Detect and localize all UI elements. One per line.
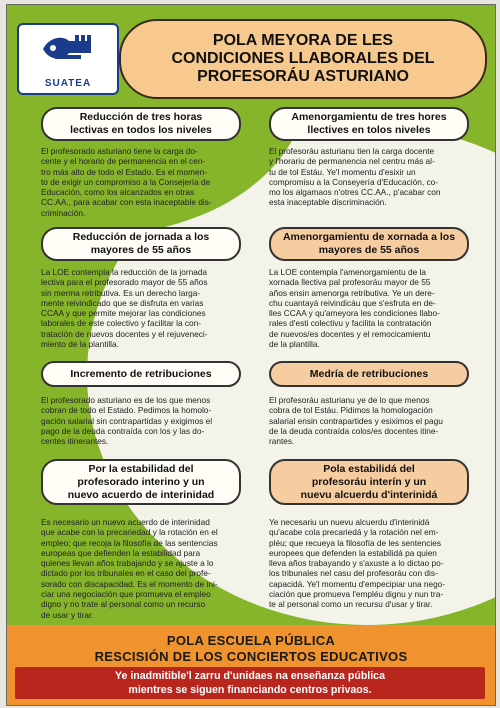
heading-line: Pola estabilidá del <box>323 462 415 475</box>
body-line: y l'horariu de permanencia nel centru más al- <box>269 156 435 167</box>
body-line: dictado por los tribunales en el caso del profe- <box>41 568 211 579</box>
body-line: esta inaceptable discriminación. <box>269 197 387 208</box>
heading-line: Medría de retribuciones <box>309 367 429 380</box>
section-heading-left <box>41 107 241 141</box>
page-title <box>119 19 487 99</box>
body-line: qu'acabe cola precariedá y la rotación nel em- <box>269 527 439 538</box>
body-line: miento de la plantilla. <box>41 339 119 350</box>
logo-text: SUATEA <box>44 78 92 89</box>
heading-line: mayores de 55 años <box>318 244 420 256</box>
body-line: tro más alto de todo el Estado. Es el momen- <box>41 166 208 177</box>
body-line: El profesoráu asturianu ye de lo que menos <box>269 395 430 405</box>
section-heading-right <box>269 361 469 387</box>
heading-line: nuevu alcuerdu d'interinidá <box>300 488 438 501</box>
footer-heading: POLA ESCUELA PÚBLICA <box>166 633 336 648</box>
heading-line: Reducción de jornada a los <box>72 231 210 243</box>
body-line: El profesorado asturiano tiene la carga do- <box>41 146 198 156</box>
body-line: lectiva para el profesorado mayor de 55 años <box>41 277 208 288</box>
body-line: de la plantilla. <box>269 339 320 350</box>
body-line: criminación. <box>41 207 86 218</box>
heading-line: Incremento de retribuciones <box>70 367 212 380</box>
body-line: cobra de tol Estáu. Pidimos la homologación <box>269 405 433 416</box>
heading-line: lectivas en todos los niveles <box>70 124 212 136</box>
body-line: ciación que promueva l'empléu dignu y nun tra- <box>269 589 444 600</box>
body-line: sorado con discapacidad. Es el momento de ini- <box>41 578 218 589</box>
body-line: La LOE contempla l'amenorgamientu de la <box>269 267 427 277</box>
body-line: lleva años trabayando y s'axuste a lo dictao po- <box>269 558 444 569</box>
body-line: empleo; que recoja la filosofía de las sentencias <box>41 537 218 548</box>
section-heading-left <box>41 361 241 387</box>
body-line: de usar y tirar. <box>41 609 94 620</box>
footer-banner-line: Ye inadmitible'l zarru d'unidaes na enseñanza pública <box>115 670 385 682</box>
body-line: CCAA y que permite mejorar las condiciones <box>41 308 206 319</box>
poster <box>6 4 496 706</box>
body-line: to de exigir un compromiso a la Consejería de <box>41 176 211 187</box>
body-line: La LOE contempla la reducción de la jornada <box>41 267 208 277</box>
body-line: centes itinerantes. <box>41 436 109 447</box>
body-line: tu de tol Estáu. Ye'l momentu d'esixir un <box>269 166 416 177</box>
title-line: POLA MEYORA DE LES <box>212 32 394 49</box>
section-heading-right <box>269 227 469 261</box>
section-heading-right <box>269 459 469 505</box>
title-line: PROFESORÁU ASTURIANO <box>197 68 409 85</box>
body-line: europees que defenden la estabilidá pa quien <box>269 547 437 558</box>
body-line: rales d'esti colectivu y facilita la contratación <box>269 318 432 329</box>
footer-banner-line: mientres se siguen financiando centros privaos. <box>128 684 372 696</box>
body-line: los tribunales nel casu del profesoráu con dis- <box>269 568 438 579</box>
heading-line: Amenorgamientu de tres hores <box>291 111 447 123</box>
body-line: gación salarial sin contrapartidas y exigimos el <box>41 415 213 426</box>
body-line: salarial ensin contrapartides y esiximos el pagu <box>269 415 443 426</box>
body-line: laborales de este colectivo y facilitar la con- <box>41 318 202 329</box>
body-line: digno y no trate al personal como un recurso <box>41 599 206 610</box>
body-line: pléu; que recueya la filosofía de les sentencies <box>269 537 442 548</box>
body-line: mo los algamaos n'otres CC.AA., p'acabar con <box>269 187 441 198</box>
section-heading-right <box>269 107 469 141</box>
body-line: europeas que defienden la estabilidad para <box>41 547 201 558</box>
body-line: ciar una negociación que promueva el empleo <box>41 589 211 600</box>
body-line: quienes llevan años trabajando y se ajuste a lo <box>41 558 214 569</box>
section-body-right <box>269 267 479 349</box>
heading-line: profesorado interino y un <box>77 475 205 488</box>
body-line: sin merma retributiva. Es un derecho larga- <box>41 287 201 298</box>
section-body-left <box>41 517 251 620</box>
body-line: mente reivindicado que se disfruta en varias <box>41 297 204 308</box>
footer-subheading: RESCISIÓN DE LOS CONCIERTOS EDUCATIVOS <box>94 649 408 664</box>
heading-line: mayores de 55 años <box>90 244 192 256</box>
heading-line: llectives en tolos niveles <box>307 124 431 136</box>
section-body-left <box>41 395 251 446</box>
body-line: El profesorado asturiano es de los que menos <box>41 395 211 405</box>
body-line: El profesoráu asturianu tien la carga docente <box>269 146 435 156</box>
body-line: CC.AA., para acabar con esta inaceptable dis- <box>41 197 212 208</box>
section-heading-left <box>41 459 241 505</box>
heading-line: Por la estabilidad del <box>88 462 194 475</box>
body-line: Es necesario un nuevo acuerdo de interinidad <box>41 517 210 527</box>
suatea-logo <box>17 23 119 95</box>
body-line: rantes. <box>269 436 295 447</box>
suatea-logo-icon <box>39 31 97 67</box>
title-line: CONDICIONES LLABORALES DEL <box>171 50 435 67</box>
section-body-right <box>269 517 479 610</box>
section-body-right <box>269 395 479 446</box>
body-line: capacidá. Ye'l momentu d'empecipiar una nego- <box>269 578 446 589</box>
body-line: de nuevos/es docentes y el remocicamientu <box>269 328 431 339</box>
heading-line: profesoráu interín y un <box>311 475 427 488</box>
body-line: que acabe con la precariedad y la rotación en el <box>41 527 218 538</box>
body-line: cobran de todo el Estado. Pedimos la homolo- <box>41 405 212 416</box>
footer-banner <box>7 625 495 705</box>
body-line: Educación, como los alcanzados en otras <box>41 187 195 198</box>
body-line: tratación de nuevos docentes y el rejuveneci- <box>41 328 208 339</box>
body-line: pago de la deuda contraída con los y las do- <box>41 425 205 436</box>
body-line: de la deuda contraída colos/es docentes itine- <box>269 425 439 436</box>
body-line: lles CCAA y qu'ameyora les condiciones llabo- <box>269 308 440 319</box>
heading-line: nuevo acuerdo de interinidad <box>67 488 215 501</box>
heading-line: Amenorgamientu de xornada a los <box>282 231 456 243</box>
section-body-left <box>41 267 251 349</box>
body-line: chu cuantayá reivindicáu que s'esfruta en de- <box>269 297 436 308</box>
body-line: te al personal como un recursu d'usar y tirar. <box>269 599 433 610</box>
section-body-left <box>41 146 251 218</box>
body-line: Ye necesariu un nuevu alcuerdu d'interinidá <box>269 517 430 527</box>
section-body-right <box>269 146 479 208</box>
section-heading-left <box>41 227 241 261</box>
body-line: años ensin amenorga retributiva. Ye un dere- <box>269 287 435 298</box>
body-line: xornada llectiva pal profesoráu mayor de 55 <box>269 277 431 288</box>
body-line: cente y el horario de permanencia en el cen- <box>41 156 206 167</box>
body-line: compromisu a la Conseyería d'Educación, co- <box>269 176 438 187</box>
heading-line: Reducción de tres horas <box>79 111 203 123</box>
footer-red-banner <box>15 667 485 699</box>
